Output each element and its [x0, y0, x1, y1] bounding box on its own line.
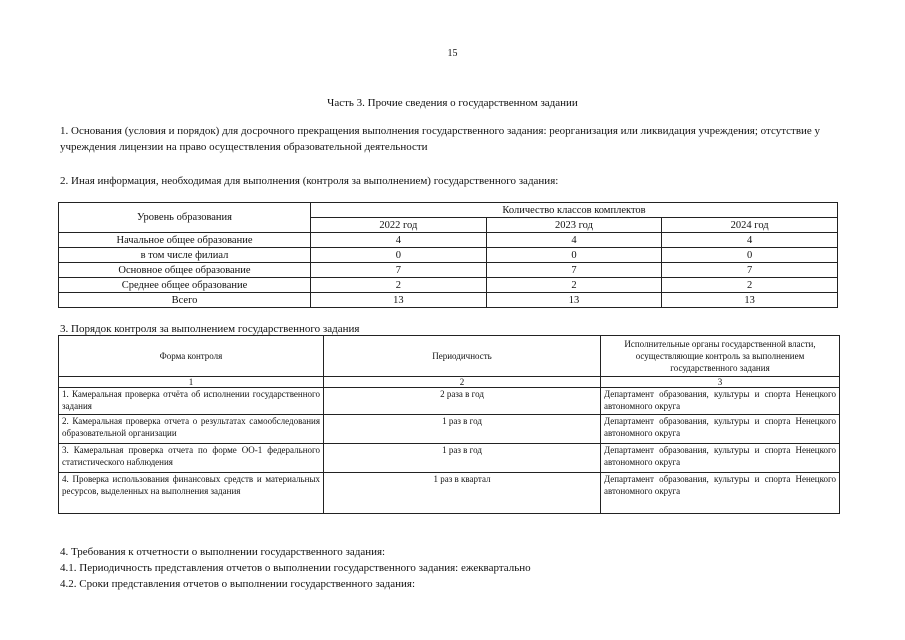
control-form: 2. Камеральная проверка отчета о результатах самообследования образовательной организации — [59, 415, 324, 444]
header-level: Уровень образования — [59, 203, 311, 233]
section-3-text: 3. Порядок контроля за выполнением государственного задания — [60, 323, 360, 335]
control-form: 4. Проверка использования финансовых средств и материальных ресурсов, выделенных на выполнения задания — [59, 473, 324, 514]
control-period: 1 раз в квартал — [324, 473, 601, 514]
section-4-2-text: 4.2. Сроки представления отчетов о выполнении государственного задания: — [60, 578, 416, 590]
cell-value: 7 — [486, 263, 662, 278]
table-row — [59, 263, 838, 278]
year-header: 2024 год — [662, 218, 838, 233]
control-body: Департамент образования, культуры и спорта Ненецкого автономного округа — [601, 473, 840, 514]
table-row — [59, 248, 838, 263]
table-row — [59, 473, 840, 514]
education-levels-table — [58, 202, 838, 308]
cell-value: 2 — [662, 278, 838, 293]
part-title: Часть 3. Прочие сведения о государственном задании — [327, 97, 578, 109]
control-period: 2 раза в год — [324, 388, 601, 415]
row-label: Начальное общее образование — [59, 233, 311, 248]
row-label: в том числе филиал — [59, 248, 311, 263]
header-period: Периодичность — [324, 336, 601, 377]
year-header: 2022 год — [311, 218, 487, 233]
table-row — [59, 388, 840, 415]
column-number: 2 — [324, 377, 601, 388]
table-row — [59, 293, 838, 308]
cell-value: 0 — [662, 248, 838, 263]
section-4-1-text: 4.1. Периодичность представления отчетов о выполнении государственного задания: ежеквартально — [60, 562, 531, 574]
cell-value: 0 — [311, 248, 487, 263]
section-2-text: 2. Иная информация, необходимая для выполнения (контроля за выполнением) государственного задания: — [60, 175, 559, 187]
control-period: 1 раз в год — [324, 444, 601, 473]
control-procedure-table — [58, 335, 840, 514]
header-body: Исполнительные органы государственной власти, осуществляющие контроль за выполнением государственного задания — [601, 336, 840, 377]
cell-value: 7 — [311, 263, 487, 278]
column-number: 1 — [59, 377, 324, 388]
row-label: Всего — [59, 293, 311, 308]
cell-value: 13 — [486, 293, 662, 308]
cell-value: 2 — [311, 278, 487, 293]
table-row — [59, 233, 838, 248]
control-body: Департамент образования, культуры и спорта Ненецкого автономного округа — [601, 415, 840, 444]
cell-value: 13 — [662, 293, 838, 308]
control-body: Департамент образования, культуры и спорта Ненецкого автономного округа — [601, 388, 840, 415]
cell-value: 13 — [311, 293, 487, 308]
column-number: 3 — [601, 377, 840, 388]
section-4-text: 4. Требования к отчетности о выполнении государственного задания: — [60, 546, 386, 558]
row-label: Основное общее образование — [59, 263, 311, 278]
page-number: 15 — [447, 48, 458, 59]
cell-value: 7 — [662, 263, 838, 278]
header-count: Количество классов комплектов — [311, 203, 838, 218]
cell-value: 2 — [486, 278, 662, 293]
row-label: Среднее общее образование — [59, 278, 311, 293]
section-1-text: 1. Основания (условия и порядок) для досрочного прекращения выполнения государственного задания: реорганизация или ликвидация учреждения; отсутствие у учреждения лицензии на право осуществления образовательной деятельности — [60, 125, 821, 153]
cell-value: 4 — [311, 233, 487, 248]
table-row — [59, 444, 840, 473]
header-form: Форма контроля — [59, 336, 324, 377]
cell-value: 4 — [662, 233, 838, 248]
control-period: 1 раз в год — [324, 415, 601, 444]
cell-value: 4 — [486, 233, 662, 248]
control-form: 3. Камеральная проверка отчета по форме ОО-1 федерального статистического наблюдения — [59, 444, 324, 473]
table-row — [59, 278, 838, 293]
cell-value: 0 — [486, 248, 662, 263]
table-row — [59, 415, 840, 444]
control-form: 1. Камеральная проверка отчёта об исполнении государственного задания — [59, 388, 324, 415]
year-header: 2023 год — [486, 218, 662, 233]
control-body: Департамент образования, культуры и спорта Ненецкого автономного округа — [601, 444, 840, 473]
